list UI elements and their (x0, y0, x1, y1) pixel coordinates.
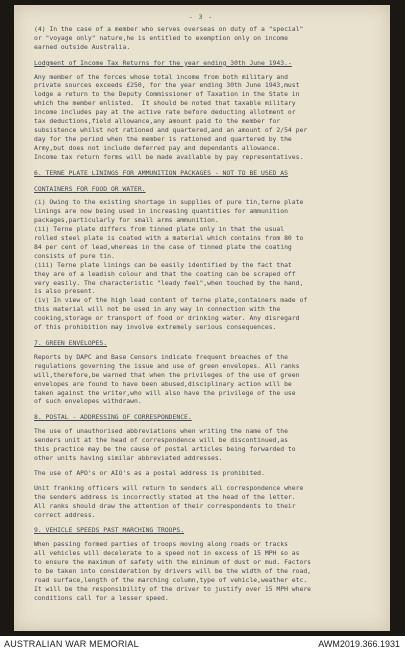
text-line: The use of unauthorised abbreviations when writing the name of the (34, 427, 288, 436)
text-line: which the member enlisted. It should be noted that taxable military (34, 99, 296, 108)
text-line: Any member of the forces whose total income from both military and (34, 72, 288, 81)
section-heading: CONTAINERS FOR FOOD OR WATER. (34, 184, 146, 193)
text-line: (iii) Terne plate linings can be easily identified by the fact that (34, 260, 292, 269)
text-line: this material will not be used in any way in connection with the (34, 305, 281, 314)
text-line: Income tax return forms will be made available by pay representatives. (34, 152, 304, 161)
text-line: income includes pay at the active rate before deducting allotment or (34, 108, 296, 117)
text-line: (4) In the case of a member who serves overseas on duty of a "special" (34, 24, 304, 33)
paragraph (34, 353, 368, 406)
archive-name: AUSTRALIAN WAR MEMORIAL (4, 639, 139, 649)
section-heading: 7. GREEN ENVELOPES. (34, 339, 108, 347)
text-line: (i) Owing to the existing shortage in supplies of pure tin,terne plate (34, 198, 304, 207)
text-line: they are of a leadish colour and that the coating can be scraped off (34, 269, 296, 278)
text-line: other units having similar abbreviated addresses. (34, 453, 223, 462)
text-line: road surface,length of the marching column,type of vehicle,weather etc. (34, 575, 308, 584)
text-line: earned outside Australia. (34, 42, 131, 51)
document-page (14, 5, 390, 631)
text-line: correct address. (34, 510, 96, 519)
text-line: will,therefore,be warned that when the privileges of the use of green (34, 370, 300, 379)
section-heading: 9. VEHICLE SPEEDS PAST MARCHING TROOPS. (34, 526, 185, 535)
text-line: It will be the responsibility of the driver to justify over 15 MPH where (34, 584, 312, 593)
archive-footer (0, 636, 405, 653)
text-line: to ensure the maximum of safety with the minimum of dust or mud. Factors (34, 558, 312, 567)
section-heading: 8. POSTAL - ADDRESSING OF CORRESPONDENCE. (34, 413, 192, 422)
text-line: to be taken into consideration by drivers will be the width of the road, (34, 567, 312, 576)
text-line: Reports by DAPC and Base Censors indicate frequent breaches of the (34, 352, 288, 361)
text-line: All ranks should draw the attention of their correspondents to their (34, 501, 296, 510)
document-body (34, 13, 368, 609)
text-line: packages,particularly for small arms ammunition. (34, 216, 219, 225)
text-line: day for the period when the member is rationed and quartered by the (34, 134, 292, 143)
section-heading: 6. TERNE PLATE LININGS FOR AMMUNITION PACKAGES - NOT TO BE USED AS (34, 168, 288, 177)
text-line: all vehicles will decelerate to a speed not in excess of 15 MPH so as (34, 549, 300, 558)
text-line: very easily. The characteristic "leady feel",when touched by the hand, (34, 278, 304, 287)
text-line: linings are now being used in increasing quantities for ammunition (34, 207, 288, 216)
text-line: regulations governing the issue and use of green envelopes. All ranks (34, 361, 300, 370)
text-line: (iv) In view of the high lead content of terne plate,containers made of (34, 296, 308, 305)
text-line: is also present. (34, 287, 96, 296)
text-line: private sources exceeds £250, for the year ending 30th June 1943,must (34, 81, 300, 90)
paragraph (34, 198, 368, 332)
text-line: envelopes are found to have been abused,disciplinary action will be (34, 379, 292, 388)
text-line: conditions call for a lesser speed. (34, 593, 169, 602)
text-line: taken against the writer,who will also have the privilege of the use (34, 388, 296, 397)
text-line: this practice may be the cause of postal articles being forwarded to (34, 445, 296, 454)
text-line: the senders address is incorrectly stated at the head of the letter. (34, 492, 296, 501)
paragraph (34, 25, 368, 52)
text-line: The use of APO's or AIO's as a postal address is prohibited. (34, 468, 265, 477)
text-line: senders unit at the head of correspondence will be discontinued,as (34, 436, 288, 445)
paragraph (34, 73, 368, 162)
text-line: consists of pure tin. (34, 251, 115, 260)
text-line: subsistence whilst not rationed and quartered,and an amount of 2/54 per (34, 125, 308, 134)
text-line: or "voyage only" nature,he is entitled to exemption only on income (34, 33, 288, 42)
text-line: When passing formed parties of troops moving along roads or tracks (34, 540, 288, 549)
text-line: of this prohibition may involve extremely serious consequences. (34, 323, 277, 332)
text-line: (ii) Terne plate differs from tinned plate only in that the usual (34, 225, 285, 234)
archive-reference: AWM2019.366.1931 (318, 639, 400, 649)
paragraph (34, 484, 368, 520)
text-line: rolled steel plate is coated with a material which contains from 80 to (34, 234, 304, 243)
paragraph (34, 427, 368, 463)
paragraph (34, 469, 368, 478)
section-heading: Lodgment of Income Tax Returns for the year ending 30th June 1943.- (34, 58, 292, 67)
paragraph (34, 540, 368, 602)
text-line: lodge a return to the Deputy Commissioner of Taxation in the State in (34, 90, 300, 99)
text-line: 84 per cent of lead,whereas in the case of tinned plate the coating (34, 242, 292, 251)
text-line: cooking,storage or transport of food or drinking water. Any disregard (34, 314, 300, 323)
text-line: Unit franking officers will return to senders all correspondence where (34, 483, 304, 492)
page-number: - 3 - (188, 13, 214, 21)
text-line: Army,but does not include deferred pay and dependants allowance. (34, 143, 281, 152)
text-line: of such envelopes withdrawn. (34, 397, 142, 406)
text-line: tax deductions,field allowance,any amount paid to the member for (34, 117, 281, 126)
